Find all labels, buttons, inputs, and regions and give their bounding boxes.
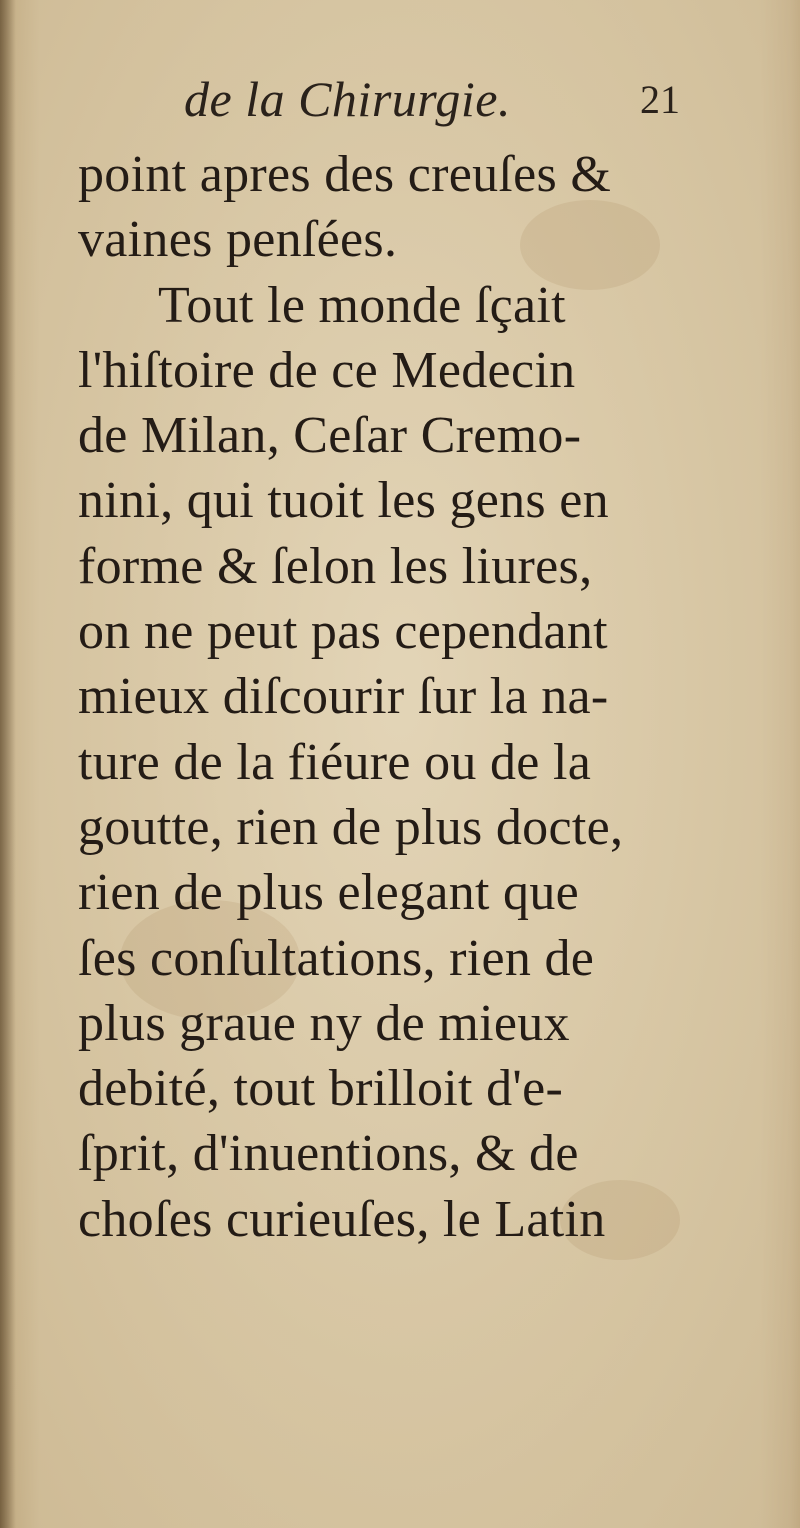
text-line: ture de la fiéure ou de la [78, 733, 592, 791]
text-line: ſes conſultations, rien de [78, 929, 595, 987]
text-line: forme & ſelon les liures, [78, 537, 593, 595]
text-line: choſes curieuſes, le Latin [78, 1190, 606, 1248]
text-line: ſprit, d'inuentions, & de [78, 1125, 579, 1183]
text-line: goutte, rien de plus docte, [78, 798, 624, 856]
text-line: on ne peut pas cependant [78, 603, 608, 661]
text-line: vaines penſées. [78, 211, 398, 269]
page-number: 21 [640, 77, 680, 122]
text-line: plus graue ny de mieux [78, 994, 570, 1052]
text-line: mieux diſcourir ſur la na- [78, 668, 609, 726]
text-line: nini, qui tuoit les gens en [78, 472, 609, 530]
body-text [78, 142, 728, 1252]
running-head: de la Chirurgie. [184, 71, 511, 127]
text-line: debité, tout brilloit d'e- [78, 1060, 564, 1118]
page-header [0, 62, 800, 132]
text-line: rien de plus elegant que [78, 864, 580, 922]
text-line: l'hiſtoire de ce Medecin [78, 341, 576, 399]
text-line: point apres des creuſes & [78, 146, 612, 203]
text-line: de Milan, Ceſar Cremo- [78, 407, 582, 465]
gutter-shadow [0, 0, 16, 1528]
text-line: Tout le monde ſçait [158, 276, 566, 334]
